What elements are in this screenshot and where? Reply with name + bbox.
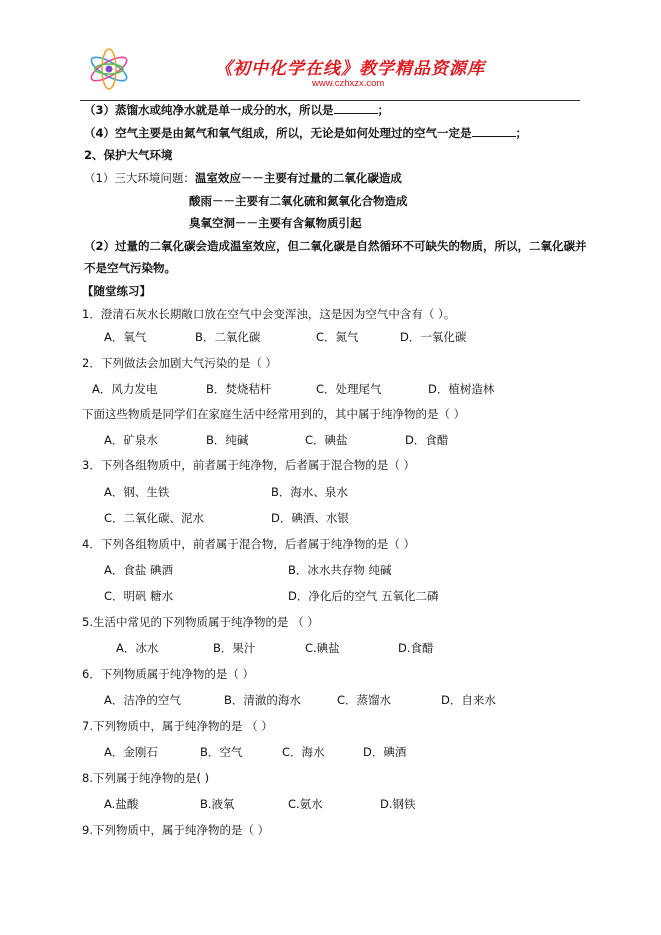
q2-option-d: D．植树造林	[428, 382, 495, 396]
q2-option-c: C．处理尾气	[316, 382, 382, 396]
q4-option-d: D．净化后的空气 五氧化二磷	[288, 589, 439, 603]
env-issue-greenhouse: 温室效应－－主要有过量的二氧化碳造成	[194, 171, 402, 185]
question-7-stem: 7.下列物质中，属于纯净物的是 （ ）	[82, 719, 273, 733]
q7-option-a: A．金刚石	[104, 745, 158, 759]
point-4-line	[84, 124, 527, 141]
q3-option-b: B．海水、泉水	[271, 485, 348, 499]
header-url: www.czhxzx.com	[312, 78, 385, 89]
q2b-option-d: D．食醋	[405, 433, 449, 447]
question-8-stem: 8.下列属于纯净物的是( )	[82, 771, 210, 785]
q8-option-b: B.液氧	[200, 797, 235, 811]
q6-option-b: B．清澈的海水	[224, 693, 301, 707]
q4-option-a: A．食盐 碘酒	[104, 563, 174, 577]
env-issues-line	[84, 170, 402, 186]
question-6-stem: 6．下列物质属于纯净物的是（ ）	[82, 667, 254, 681]
q8-option-a: A.盐酸	[104, 797, 139, 811]
env-issue-acid-rain: 酸雨－－主要有二氧化硫和氮氧化合物造成	[189, 194, 408, 208]
q1-option-a: A．氧气	[104, 330, 147, 344]
question-1-stem: 1．澄清石灰水长期敞口放在空气中会变浑浊，这是因为空气中含有（ ）。	[82, 307, 456, 321]
env-issues-prefix: （1）三大环境问题：	[84, 171, 195, 185]
question-2b-stem: 下面这些物质是同学们在家庭生活中经常用到的，其中属于纯净物的是（ ）	[82, 407, 466, 421]
q2b-option-b: B．纯碱	[206, 433, 249, 447]
page-header	[80, 40, 580, 100]
section-2-heading: 2、保护大气环境	[84, 148, 173, 162]
q5-option-d: D.食醋	[398, 641, 434, 655]
para-2-line-1: （2）过量的二氧化碳会造成温室效应，但二氧化碳是自然循环不可缺失的物质，所以，二氧化碳并	[84, 239, 587, 253]
q8-option-c: C.氨水	[288, 797, 323, 811]
point-3-line	[84, 101, 389, 118]
q4-option-c: C．明矾 糖水	[104, 589, 174, 603]
point-4-blank	[472, 124, 516, 137]
question-5-stem: 5.生活中常见的下列物质属于纯净物的是 （ ）	[82, 615, 319, 629]
question-3-stem: 3．下列各组物质中，前者属于纯净物，后者属于混合物的是（ ）	[82, 458, 415, 472]
question-9-stem: 9.下列物质中，属于纯净物的是（ ）	[82, 823, 270, 837]
q6-option-a: A．洁净的空气	[104, 693, 181, 707]
q2b-option-a: A．矿泉水	[104, 433, 158, 447]
q2-option-a: A．风力发电	[92, 382, 158, 396]
question-4-stem: 4．下列各组物质中，前者属于混合物，后者属于纯净物的是（ ）	[82, 537, 415, 551]
q5-option-c: C.碘盐	[305, 641, 340, 655]
point-3-blank	[334, 101, 378, 114]
point-4-end: ；	[515, 126, 527, 140]
q1-option-c: C．氮气	[316, 330, 359, 344]
q6-option-c: C．蒸馏水	[337, 693, 392, 707]
q4-option-b: B．冰水共存物 纯碱	[288, 563, 392, 577]
q5-option-b: B．果汁	[213, 641, 256, 655]
point-3-text: （3）蒸馏水或纯净水就是单一成分的水，所以是	[84, 103, 334, 117]
q5-option-a: A．冰水	[116, 641, 159, 655]
env-issue-ozone: 臭氧空洞－－主要有含氟物质引起	[189, 216, 362, 230]
q7-option-b: B．空气	[200, 745, 243, 759]
q6-option-d: D．自来水	[441, 693, 496, 707]
q2b-option-c: C．碘盐	[305, 433, 348, 447]
q2-option-b: B．焚烧秸杆	[206, 382, 272, 396]
atom-logo-icon	[86, 46, 132, 92]
point-4-text: （4）空气主要是由氮气和氧气组成，所以，无论是如何处理过的空气一定是	[84, 126, 472, 140]
q1-option-d: D．一氧化碳	[400, 330, 467, 344]
point-3-end: ；	[377, 103, 389, 117]
para-2-line-2: 不是空气污染物。	[84, 261, 176, 275]
question-2-stem: 2．下列做法会加剧大气污染的是（ ）	[82, 356, 277, 370]
q8-option-d: D.钢铁	[380, 797, 416, 811]
q7-option-c: C．海水	[282, 745, 325, 759]
q1-option-b: B．二氧化碳	[195, 330, 261, 344]
q3-option-c: C．二氧化碳、泥水	[104, 511, 205, 525]
q7-option-d: D．碘酒	[363, 745, 407, 759]
q3-option-d: D．碘酒、水银	[271, 511, 349, 525]
q3-option-a: A．钢、生铁	[104, 485, 170, 499]
header-title: 《初中化学在线》教学精品资源库	[215, 59, 485, 79]
practice-heading: 【随堂练习】	[82, 284, 151, 298]
